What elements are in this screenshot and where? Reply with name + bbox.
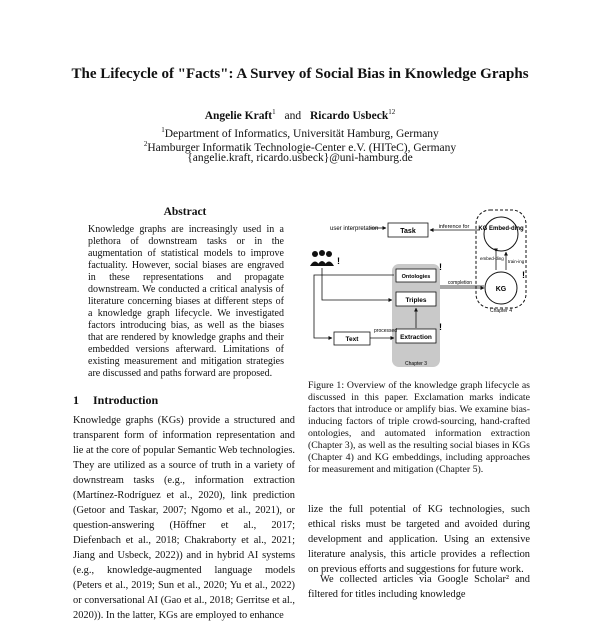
- email-line: {angelie.kraft, ricardo.usbeck}@uni-hamburg.de: [187, 152, 413, 164]
- affiliation-text: Department of Informatics, Universität Hamburg, Germany: [164, 127, 439, 140]
- figure-caption: Figure 1: Overview of the knowledge graph lifecycle as discussed in this paper. Exclamation marks indicate factors that introduce or amplify bias. We examine bias-inducing factors of triple crowd-sourcing, hand-crafted ontologies, and automated information extraction (Chapter 3), as well as the resulting social biases in KGs (Chapter 4) and KG embeddings, including approaches for measurement and mitigation (Chapter 5).: [308, 380, 530, 475]
- affiliation-sup: 2: [143, 140, 148, 148]
- lifecycle-diagram: [308, 208, 530, 373]
- processed-label: processed: [374, 328, 398, 334]
- inference-label: inference for: [438, 224, 470, 230]
- text-label: Text: [345, 336, 359, 343]
- exclaim-mark: !: [439, 262, 442, 272]
- crowd-icon: [310, 250, 334, 266]
- training-arrow-label: train-ing: [508, 259, 525, 264]
- kg-embedding-label: [478, 226, 524, 232]
- chapter3-label: Chapter 3: [405, 361, 427, 367]
- and-word: and: [284, 109, 302, 122]
- paper-title: The Lifecycle of "Facts": A Survey of Social Bias in Knowledge Graphs: [71, 66, 529, 82]
- task-label: Task: [400, 228, 416, 235]
- author-sup: 12: [388, 108, 396, 116]
- kg-label: KG: [495, 286, 507, 293]
- author-sup: 1: [272, 108, 276, 116]
- exclaim-mark: !: [337, 256, 340, 266]
- body-paragraph: We collected articles via Google Scholar² and filtered for titles including knowledge: [308, 574, 530, 600]
- kg-embedding-node: [484, 217, 518, 251]
- body-paragraph: lize the full potential of KG technologies, such ethical risks must be targeted and avoided during development and application. Using an extensive literature analysis, this article provides a reflection on previous efforts and suggestions for future work.: [308, 504, 530, 575]
- affiliation-sup: 1: [161, 126, 165, 134]
- author-line: [0, 108, 600, 122]
- completion-label: completion: [447, 280, 473, 286]
- affiliation-text: Hamburger Informatik Technologie-Center e.V. (HITeC), Germany: [147, 141, 457, 154]
- kg-embedding-label-text: KG Embed-ding: [478, 226, 524, 232]
- ontologies-label: Ontologies: [401, 274, 431, 280]
- section-number: 1: [73, 393, 79, 407]
- section-title: Introduction: [93, 393, 159, 407]
- intro-paragraph: Knowledge graphs (KGs) provide a structured and transparent form of information representation and lie at the core of popular Semantic Web technologies. They are utilized as a source of truth in a variety of downstream tasks (e.g., information extraction (Martínez-Rodríguez et al., 2020), link prediction (Getoor and Taskar, 2007; Ngomo et al., 2021), or question-answering (Höffner et al., 2017; Diefenbach et al., 2018; Chakraborty et al., 2021; Jiang and Usbeck, 2022)) and in hybrid AI systems (e.g., knowledge-augmented language models (Peters et al., 2019; Sun et al., 2020; Yu et al., 2022) or conversational AI (Gao et al., 2018; Gerritse et al., 2020)). In the latter, KGs are employed to enhance: [73, 415, 296, 621]
- chapter4-label: Chapter 4: [490, 308, 512, 314]
- exclaim-mark: !: [439, 322, 442, 332]
- arrow: [322, 268, 392, 300]
- exclaim-mark: !: [522, 270, 525, 280]
- triples-label: Triples: [405, 297, 427, 304]
- user-interpretation-label: user interpretation: [330, 226, 379, 232]
- author-name: Ricardo Usbeck: [309, 109, 389, 122]
- extraction-label: Extraction: [400, 334, 432, 341]
- section-heading: [73, 393, 158, 408]
- author-name: Angelie Kraft: [204, 109, 273, 122]
- abstract-text: Knowledge graphs are increasingly used in a plethora of downstream tasks or in the augmentation of statistical models to improve factuality. However, social biases are engraved in these representations and propagate downstream. We conducted a critical analysis of literature concerning biases at different steps of a knowledge graph lifecycle. We investigated factors introducing bias, as well as the biases that are rendered by knowledge graphs and their embedded versions afterward. Limitations of existing measurement and mitigation strategies are discussed and paths forward are proposed.: [88, 224, 284, 379]
- embedding-arrow-label: embed-ding: [480, 256, 504, 261]
- abstract-heading: Abstract: [163, 206, 207, 218]
